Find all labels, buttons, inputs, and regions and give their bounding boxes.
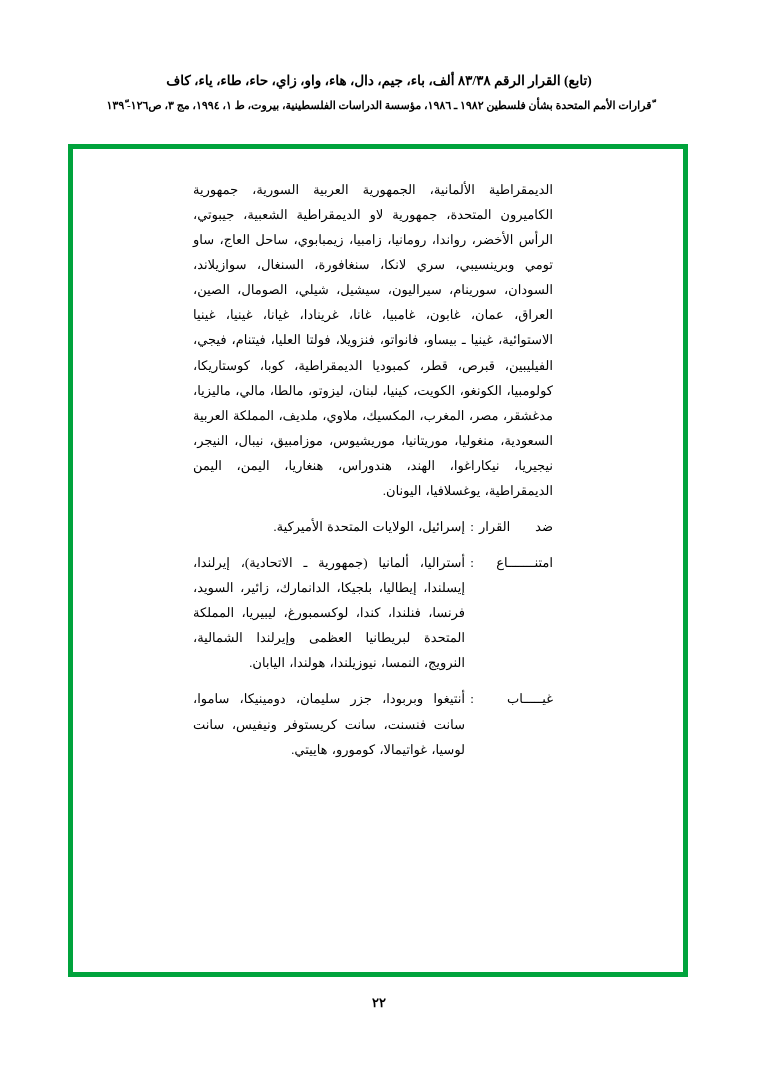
header-title: (تابع) القرار الرقم ٨٣/٣٨ ألف، باء، جيم، دال، هاء، واو، زاي، حاء، طاء، ياء، كاف bbox=[166, 73, 592, 88]
document-content bbox=[193, 177, 553, 762]
vote-row bbox=[193, 550, 553, 675]
page-number: ٢٢ bbox=[372, 995, 386, 1010]
vote-text: أستراليا، ألمانيا (جمهورية ـ الاتحادية)، إيرلندا، إيسلندا، إيطاليا، بلجيكا، الدانمارك، زائير، السويد، فرنسا، فنلندا، كندا، لوكسمبورغ، ليبيريا، المملكة المتحدة لبريطانيا العظمى وإيرلندا الشمالية، النرويج، النمسا، نيوزيلندا، هولندا، اليابان. bbox=[193, 555, 465, 671]
green-bordered-frame bbox=[68, 144, 688, 977]
vote-label: امتنـــــــاع bbox=[496, 555, 553, 571]
header-source: ّقرارات الأمم المتحدة بشأن فلسطين ١٩٨٢ ـ ١٩٨٦، مؤسسة الدراسات الفلسطينية، بيروت، ط ١، ١٩٩٤، مج ٣، ص١٢٦- ١٣٩ّ bbox=[106, 99, 652, 112]
vote-row bbox=[193, 686, 553, 761]
vote-label: غيـــــاب bbox=[507, 691, 553, 707]
vote-colon: : bbox=[470, 691, 474, 707]
countries-voting-for-paragraph: الديمقراطية الألمانية، الجمهورية العربية السورية، جمهورية الكاميرون المتحدة، جمهورية لاو الديمقراطية الشعبية، جيبوتي، الرأس الأخضر، رواندا، رومانيا، زامبيا، زيمبابوي، ساحل العاج، ساو تومي وبرينسيبي، سري لانكا، سنغافورة، السنغال، سوازيلاند، السودان، سورينام، سيراليون، سيشيل، شيلي، الصومال، الصين، العراق، عمان، غابون، غامبيا، غانا، غرينادا، غيانا، غينيا، غينيا الاستوائية، غينيا ـ بيساو، فانواتو، فنزويلا، فولتا العليا، فيتنام، فيجي، الفيليبين، قبرص، قطر، كمبوديا الديمقراطية، كوبا، كوستاريكا، كولومبيا، الكونغو، الكويت، كينيا، لبنان، ليزوتو، مالطا، مالي، ماليزيا، مدغشقر، مصر، المغرب، المكسيك، ملاوي، ملديف، المملكة العربية السعودية، منغوليا، موريتانيا، موريشيوس، موزامبيق، نيبال، النيجر، نيجيريا، نيكاراغوا، الهند، هندوراس، هنغاريا، اليمن، اليمن الديمقراطية، يوغسلافيا، اليونان. bbox=[193, 182, 553, 498]
vote-label: ضد القرار bbox=[479, 519, 553, 535]
vote-text: أنتيغوا وبربودا، جزر سليمان، دومينيكا، ساموا، سانت فنسنت، سانت كريستوفر ونيفيس، سانت لوسيا، غواتيمالا، كومورو، هاييتي. bbox=[193, 691, 465, 757]
vote-text: إسرائيل، الولايات المتحدة الأميركية. bbox=[273, 519, 465, 535]
vote-colon: : bbox=[470, 555, 474, 571]
vote-row bbox=[193, 514, 553, 539]
page-header bbox=[0, 72, 758, 115]
vote-colon: : bbox=[470, 519, 474, 535]
